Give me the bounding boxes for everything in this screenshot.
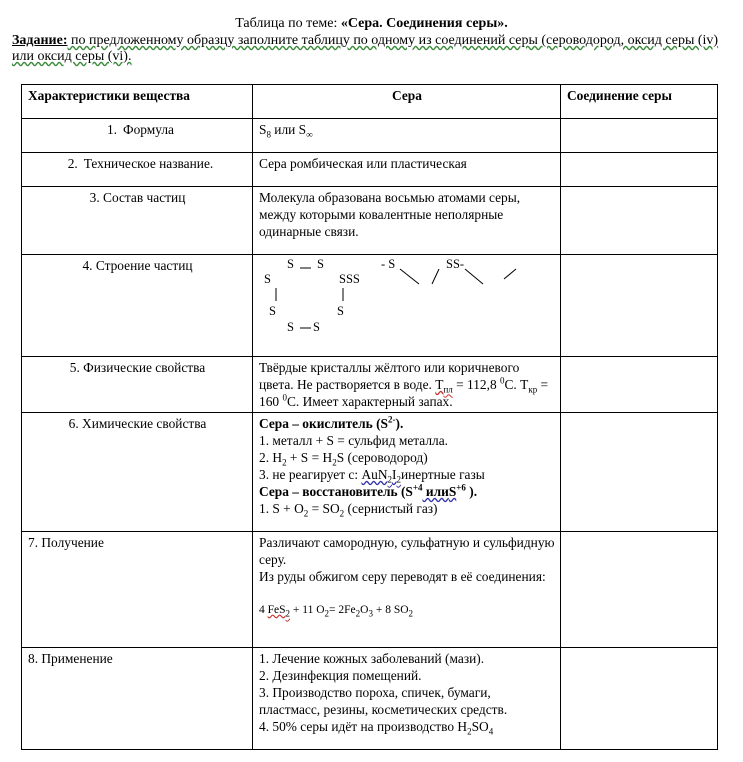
sulfur-atom: S [337,304,344,318]
oxidizer-charge: 2- [387,414,396,425]
application-item: 1. Лечение кожных заболеваний (мази). [259,651,485,666]
cell-compound-application[interactable] [561,648,718,750]
cell-sulfur-physical [253,357,561,413]
formula-s8: S [259,122,267,137]
melting-value: = 112,8 [452,377,500,392]
reducer-or: или [422,484,449,499]
boiling-symbol: Т [520,377,529,392]
cell-compound-physical[interactable] [561,357,718,413]
cell-compound-structure[interactable] [561,255,718,357]
formula-sinf-subscript: ∞ [306,129,313,140]
header-compound: Соединение серы [561,85,718,119]
subscript: 2 [282,457,287,468]
subscript: 2 [285,608,291,619]
cell-compound-obtaining[interactable] [561,532,718,648]
table-row [22,153,718,187]
boiling-subscript: кр [528,384,538,395]
application-text: SO [471,719,489,734]
application-item [259,718,555,735]
ring-structure-diagram [259,257,555,353]
reaction-part: + S = H [286,450,333,465]
cell-sulfur-obtaining [253,532,561,648]
row-label-formula [22,119,253,153]
oxidizer-heading [259,415,555,432]
subscript: 2 [303,508,309,519]
table-row [22,648,718,750]
cell-sulfur-application [253,648,561,750]
reducer-charge: +4 [412,482,423,493]
physical-text: Твёрдые кристаллы жёлтого или коричневого цвета. Не растворяется в воде. [259,360,520,392]
physical-text-end: С. Имеет характерный запах. [286,394,453,409]
reaction-line [259,466,555,483]
reaction-part: (сернистый газ) [344,501,438,516]
row-label-text: Техническое название. [83,156,214,171]
equation-part: FeS [267,604,286,616]
row-number: 2. [67,156,78,171]
sulfur-atom: S [317,257,324,271]
reducer-end: ). [465,484,478,499]
reaction-part: AuN [361,467,388,482]
reducer-heading [259,483,555,500]
reaction-part: 1. S + O [259,501,304,516]
reducer-title: Сера – восстановитель (S [259,484,413,499]
degree-mark: 0 [282,392,287,403]
reaction-part: 2. H [259,450,283,465]
sulfur-atom: S [287,320,294,334]
equation-part: + 11 O [290,604,325,616]
cell-sulfur-chemical [253,413,561,532]
task-text: по предложенному образцу заполните таблицу по одному из соединений серы (сероводород, оксид серы (iv) или оксид серы (vi). [12,33,719,64]
page-title [0,16,743,32]
subscript: 2 [467,726,472,737]
subscript: 2 [355,608,361,619]
reaction-line [259,500,555,517]
cell-sulfur-formula [253,119,561,153]
application-item: 2. Дезинфекция помещений. [259,668,422,683]
cell-compound-tech-name[interactable] [561,153,718,187]
cell-sulfur-tech-name: Сера ромбическая или пластическая [253,153,561,187]
degree-mark: 0 [500,375,505,386]
equation-part: O [360,604,369,616]
row-number: 1. [106,122,118,137]
cell-compound-composition[interactable] [561,187,718,255]
reaction-part: = SO [308,501,340,516]
melting-symbol: Т [435,377,444,392]
chain-fragment-left: - S [381,257,396,271]
subscript: 2 [387,474,392,485]
row-label-application: 8. Применение [22,648,253,750]
table-header-row [22,85,718,119]
cell-compound-chemical[interactable] [561,413,718,532]
reaction-part: 3. не реагирует с: [259,467,362,482]
cell-sulfur-structure [253,255,561,357]
table-row [22,413,718,532]
sulfur-atom: S [287,257,294,271]
reaction-line: 1. металл + S = сульфид металла. [259,433,449,448]
row-label-tech-name [22,153,253,187]
sulfur-atom: S [269,304,276,318]
subscript: 2 [324,608,330,619]
equation-part: + 8 SO [372,604,409,616]
oxidizer-title: Сера – окислитель (S [259,416,388,431]
equation-part: = 2Fe [329,604,356,616]
sulfur-atom: S [264,272,271,286]
sulfur-atom: S [313,320,320,334]
table-row [22,119,718,153]
chain-fragment-right: SS- [446,257,465,271]
cell-compound-formula[interactable] [561,119,718,153]
header-characteristics: Характеристики вещества [22,85,253,119]
subscript: 4 [488,726,494,737]
sulfur-atom-group: SSS [339,272,360,286]
melting-subscript: пл [443,384,453,395]
subscript: 2 [408,608,414,619]
cell-sulfur-composition: Молекула образована восьмью атомами серы, между которыми ковалентные неполярные одинарные связи. [253,187,561,255]
application-item: 3. Производство пороха, спичек, бумаги, пластмасс, резины, косметических средств. [259,685,508,717]
row-label-text: Формула [123,122,174,137]
bond-lines [259,257,554,353]
row-label-physical: 5. Физические свойства [22,357,253,413]
formula-s8-subscript: 8 [266,129,271,140]
celsius-unit: С. [504,377,521,392]
reaction-part: S (сероводород) [336,450,428,465]
subscript: 2 [332,457,337,468]
reaction-part: инертные газы [400,467,485,482]
boiling-value: = 160 [259,377,549,409]
table-row [22,187,718,255]
table-row [22,357,718,413]
oxidizer-end: ). [395,416,404,431]
reaction-part: I [392,467,397,482]
subscript: 2 [339,508,345,519]
obtaining-text: Из руды обжигом серу переводят в её соединения: [259,569,546,584]
task-instruction [12,33,727,65]
subscript: 3 [368,608,373,619]
row-label-composition: 3. Состав частиц [22,187,253,255]
obtaining-equation [259,602,555,619]
formula-or: или [270,122,299,137]
row-label-obtaining: 7. Получение [22,532,253,648]
properties-table [21,84,718,750]
table-row [22,532,718,648]
title-prefix: Таблица по теме: [235,16,341,31]
row-label-structure: 4. Строение частиц [22,255,253,357]
title-topic: «Сера. Соединения серы». [340,16,508,31]
reaction-line [259,449,555,466]
task-label: Задание: [12,33,68,48]
equation-part: 4 [259,604,268,616]
table-row [22,255,718,357]
application-text: 4. 50% серы идёт на производство H [259,719,468,734]
reducer-charge: +6 [456,482,466,493]
formula-sinf: S [298,122,307,137]
header-sulfur: Сера [253,85,561,119]
row-label-chemical: 6. Химические свойства [22,413,253,532]
subscript: 2 [396,474,401,485]
obtaining-text: Различают самородную, сульфатную и сульфидную серу. [259,535,555,567]
reducer-s: S [448,484,457,499]
